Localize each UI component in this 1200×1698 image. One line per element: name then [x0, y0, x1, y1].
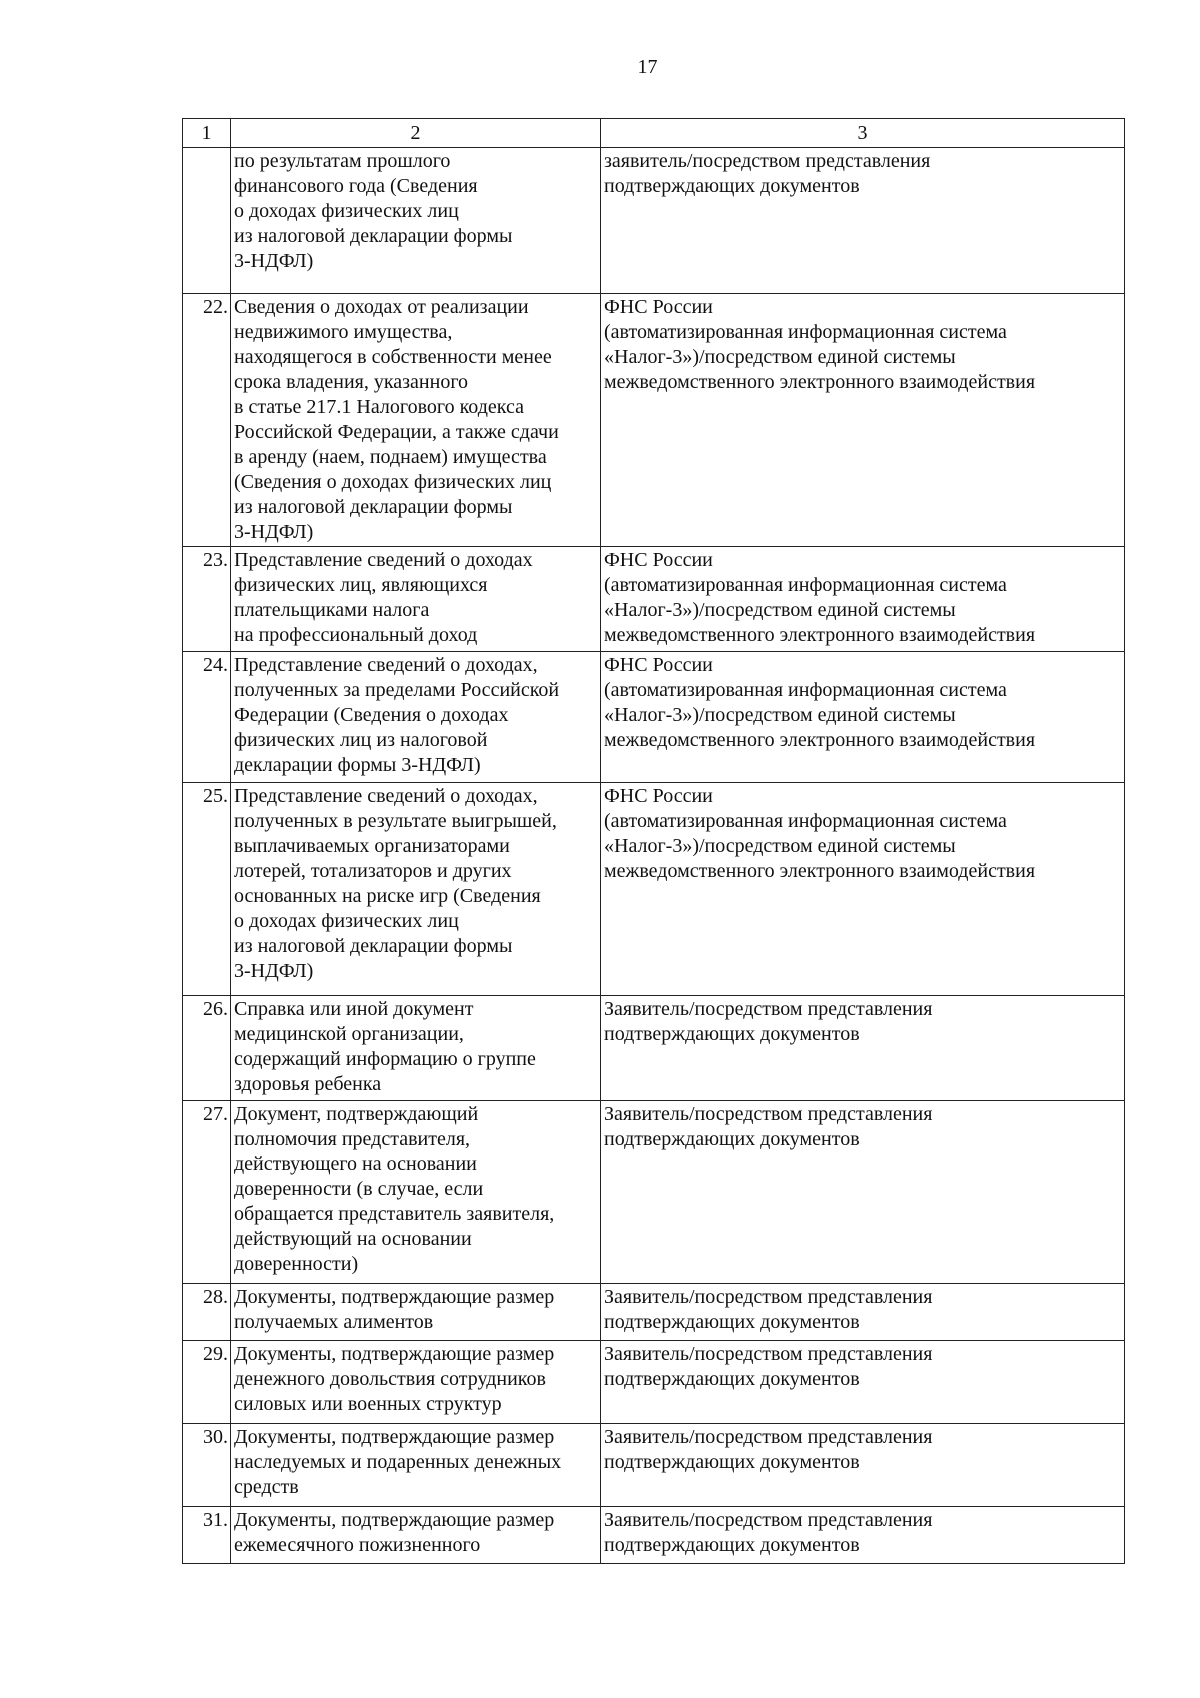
source-cell: ФНС России (автоматизированная информационная система «Налог-3»)/посредством единой системы межведомственного электронного взаимодействия — [601, 783, 1125, 996]
source-cell: Заявитель/посредством представления подтверждающих документов — [601, 996, 1125, 1101]
document-cell: Документы, подтверждающие размер ежемесячного пожизненного — [231, 1507, 601, 1564]
document-cell: Документы, подтверждающие размер наследуемых и подаренных денежных средств — [231, 1424, 601, 1507]
row-number: 31. — [183, 1507, 231, 1564]
table-row — [183, 1507, 1125, 1564]
document-cell: по результатам прошлого финансового года (Сведения о доходах физических лиц из налоговой декларации формы 3-НДФЛ) — [231, 148, 601, 294]
row-number: 26. — [183, 996, 231, 1101]
column-header-document: 2 — [231, 119, 601, 148]
source-cell: ФНС России (автоматизированная информационная система «Налог-3»)/посредством единой системы межведомственного электронного взаимодействия — [601, 547, 1125, 652]
source-cell: Заявитель/посредством представления подтверждающих документов — [601, 1424, 1125, 1507]
source-cell: Заявитель/посредством представления подтверждающих документов — [601, 1341, 1125, 1424]
table-row — [183, 1424, 1125, 1507]
table-row — [183, 783, 1125, 996]
row-number: 30. — [183, 1424, 231, 1507]
row-number: 25. — [183, 783, 231, 996]
table-row — [183, 996, 1125, 1101]
row-number: 24. — [183, 652, 231, 783]
table-row — [183, 1101, 1125, 1284]
source-cell: заявитель/посредством представления подтверждающих документов — [601, 148, 1125, 294]
document-cell: Справка или иной документ медицинской организации, содержащий информацию о группе здоровья ребенка — [231, 996, 601, 1101]
document-cell: Документы, подтверждающие размер денежного довольствия сотрудников силовых или военных структур — [231, 1341, 601, 1424]
document-cell: Представление сведений о доходах, полученных за пределами Российской Федерации (Сведения о доходах физических лиц из налоговой декларации формы 3-НДФЛ) — [231, 652, 601, 783]
documents-table — [182, 118, 1125, 1564]
table-row — [183, 294, 1125, 547]
document-cell: Представление сведений о доходах физических лиц, являющихся плательщиками налога на профессиональный доход — [231, 547, 601, 652]
document-cell: Документ, подтверждающий полномочия представителя, действующего на основании доверенности (в случае, если обращается представитель заявителя, действующий на основании доверенности) — [231, 1101, 601, 1284]
row-number — [183, 148, 231, 294]
column-header-number: 1 — [183, 119, 231, 148]
source-cell: ФНС России (автоматизированная информационная система «Налог-3»)/посредством единой системы межведомственного электронного взаимодействия — [601, 652, 1125, 783]
document-cell: Представление сведений о доходах, полученных в результате выигрышей, выплачиваемых организаторами лотерей, тотализаторов и других основанных на риске игр (Сведения о доходах физических лиц из налоговой декларации формы 3-НДФЛ) — [231, 783, 601, 996]
table-row — [183, 1341, 1125, 1424]
column-header-source: 3 — [601, 119, 1125, 148]
document-cell: Документы, подтверждающие размер получаемых алиментов — [231, 1284, 601, 1341]
table-row — [183, 652, 1125, 783]
row-number: 28. — [183, 1284, 231, 1341]
row-number: 22. — [183, 294, 231, 547]
source-cell: Заявитель/посредством представления подтверждающих документов — [601, 1507, 1125, 1564]
source-cell: ФНС России (автоматизированная информационная система «Налог-3»)/посредством единой системы межведомственного электронного взаимодействия — [601, 294, 1125, 547]
table-row — [183, 547, 1125, 652]
source-cell: Заявитель/посредством представления подтверждающих документов — [601, 1284, 1125, 1341]
source-cell: Заявитель/посредством представления подтверждающих документов — [601, 1101, 1125, 1284]
row-number: 27. — [183, 1101, 231, 1284]
page-number: 17 — [637, 56, 658, 78]
document-cell: Сведения о доходах от реализации недвижимого имущества, находящегося в собственности менее срока владения, указанного в статье 217.1 Налогового кодекса Российской Федерации, а также сдачи в аренду (наем, поднаем) имущества (Сведения о доходах физических лиц из налоговой декларации формы 3-НДФЛ) — [231, 294, 601, 547]
row-number: 23. — [183, 547, 231, 652]
table-row — [183, 148, 1125, 294]
table-header-row — [183, 119, 1125, 148]
table-row — [183, 1284, 1125, 1341]
row-number: 29. — [183, 1341, 231, 1424]
